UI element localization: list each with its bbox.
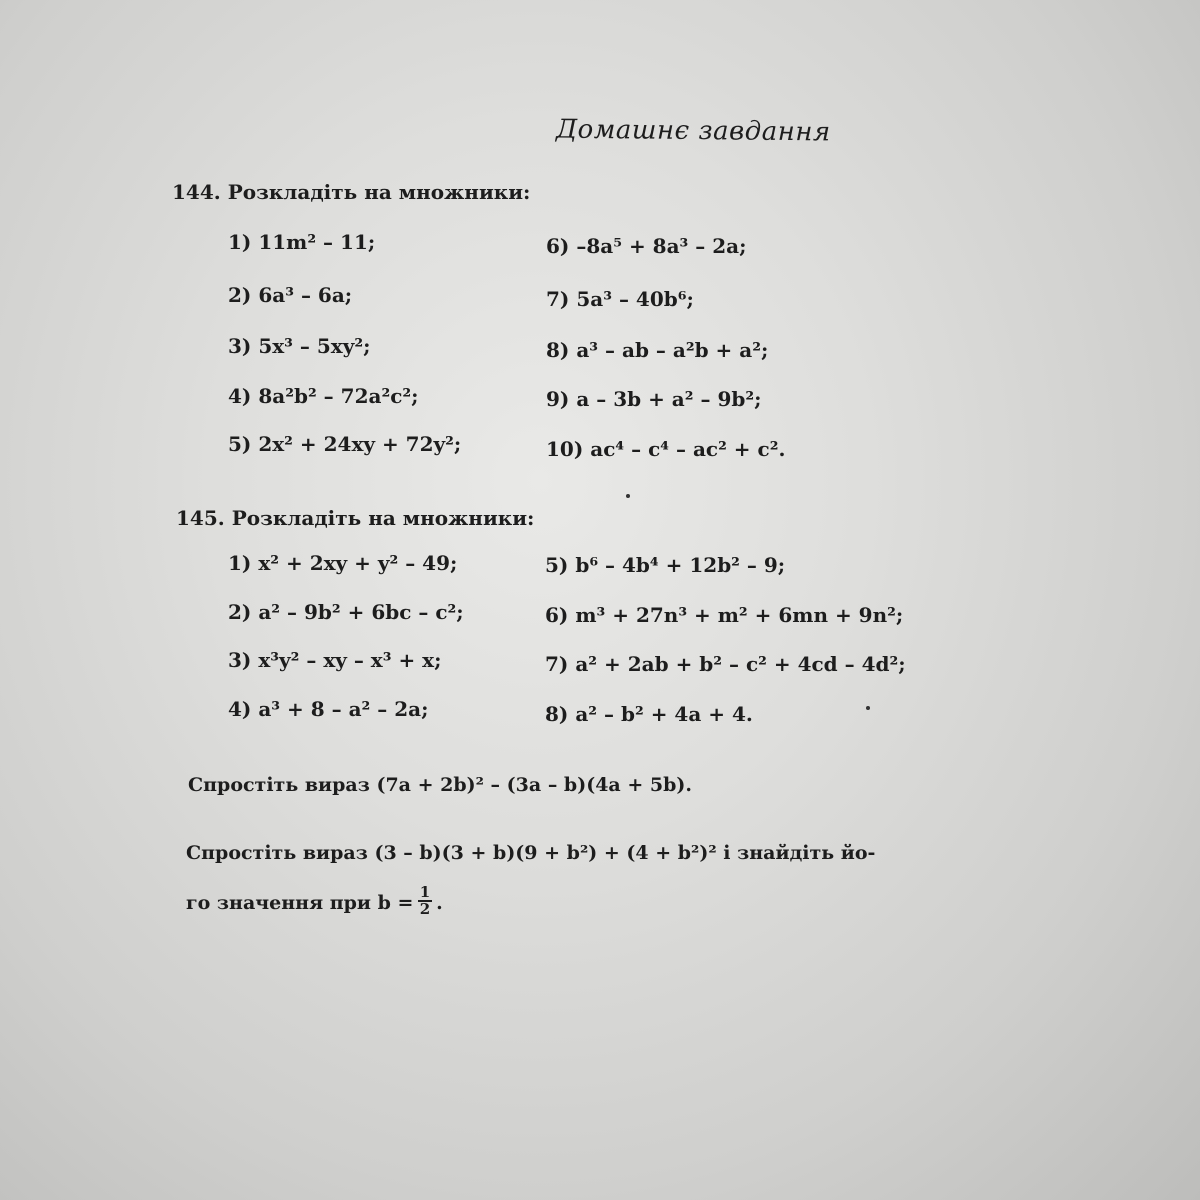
ex145-item-1: 1) x² + 2xy + y² – 49; [228, 551, 458, 575]
fraction-denominator: 2 [419, 900, 431, 918]
exercise-144-number: 144. [172, 180, 221, 204]
print-speck [866, 706, 870, 710]
simplify-task-2-text: го значення при b = [186, 892, 421, 914]
ex144-item-3: 3) 5x³ – 5xy²; [228, 334, 371, 358]
page-title: Домашнє завдання [555, 114, 831, 148]
simplify-task-2-line-2 [186, 892, 443, 914]
exercise-145-number: 145. [176, 506, 225, 530]
fraction-numerator: 1 [419, 883, 431, 901]
ex145-item-2: 2) a² – 9b² + 6bc – c²; [228, 600, 464, 624]
ex144-item-8: 8) a³ – ab – a²b + a²; [546, 338, 769, 362]
ex144-item-5: 5) 2x² + 24xy + 72y²; [228, 432, 462, 456]
ex144-item-1: 1) 11m² – 11; [228, 230, 376, 254]
ex145-item-8: 8) a² – b² + 4a + 4. [545, 702, 753, 726]
fraction-one-half [418, 883, 432, 918]
ex145-item-5: 5) b⁶ – 4b⁴ + 12b² – 9; [545, 553, 786, 577]
ex144-item-10: 10) ac⁴ – c⁴ – ac² + c². [546, 437, 786, 461]
exercise-145-instruction: Розкладіть на множники: [231, 506, 535, 530]
simplify-task-1: Спростіть вираз (7a + 2b)² – (3a – b)(4a + 5b). [188, 774, 692, 796]
print-speck [626, 494, 630, 498]
simplify-task-2-end: . [436, 892, 443, 914]
ex144-item-4: 4) 8a²b² – 72a²c²; [228, 384, 419, 408]
ex145-item-4: 4) a³ + 8 – a² – 2a; [228, 697, 429, 721]
ex144-item-6: 6) –8a⁵ + 8a³ – 2a; [546, 234, 747, 258]
ex145-item-6: 6) m³ + 27n³ + m² + 6mn + 9n²; [545, 603, 904, 627]
ex145-item-7: 7) a² + 2ab + b² – c² + 4cd – 4d²; [545, 652, 906, 676]
exercise-144-instruction: Розкладіть на множники: [227, 180, 531, 204]
simplify-task-2-line-1: Спростіть вираз (3 – b)(3 + b)(9 + b²) + (4 + b²)² і знайдіть йо- [186, 842, 876, 864]
exercise-144-heading [172, 180, 530, 204]
ex144-item-9: 9) a – 3b + a² – 9b²; [546, 387, 762, 411]
ex145-item-3: 3) x³y² – xy – x³ + x; [228, 648, 442, 672]
exercise-145-heading [176, 506, 534, 530]
ex144-item-2: 2) 6a³ – 6a; [228, 283, 353, 307]
ex144-item-7: 7) 5a³ – 40b⁶; [546, 287, 694, 311]
